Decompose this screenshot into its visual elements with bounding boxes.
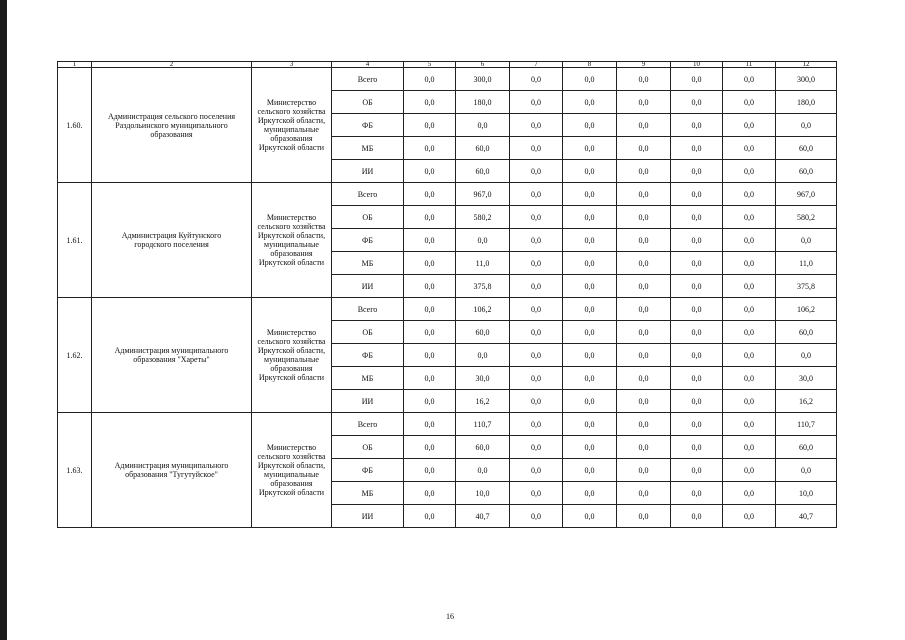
value-cell: 0,0 [671, 275, 723, 298]
organization-cell [92, 68, 252, 183]
ministry-line: Иркутской области [258, 488, 325, 497]
value-cell: 0,0 [404, 160, 456, 183]
table-row [58, 298, 837, 321]
ministry-line: Министерство [266, 328, 317, 337]
value-cell: 0,0 [404, 137, 456, 160]
value-cell: 0,0 [723, 229, 776, 252]
ministry-line: Министерство [266, 98, 317, 107]
funding-source: МБ [332, 482, 404, 505]
value-cell: 0,0 [510, 160, 563, 183]
value-cell: 0,0 [617, 160, 671, 183]
value-cell: 0,0 [510, 114, 563, 137]
ministry-line: муниципальные [264, 240, 319, 249]
value-cell: 0,0 [510, 344, 563, 367]
table-row [58, 68, 837, 91]
value-cell: 0,0 [671, 298, 723, 321]
value-cell: 180,0 [776, 91, 837, 114]
value-cell: 0,0 [563, 91, 617, 114]
funding-source: Всего [332, 183, 404, 206]
value-cell: 0,0 [510, 91, 563, 114]
value-cell: 106,2 [776, 298, 837, 321]
value-cell: 0,0 [563, 413, 617, 436]
funding-source: Всего [332, 298, 404, 321]
value-cell: 0,0 [671, 229, 723, 252]
value-cell: 0,0 [456, 459, 510, 482]
ministry-line: образования [270, 479, 313, 488]
value-cell: 0,0 [404, 252, 456, 275]
value-cell: 580,2 [776, 206, 837, 229]
value-cell: 0,0 [563, 206, 617, 229]
value-cell: 0,0 [563, 367, 617, 390]
value-cell: 0,0 [723, 344, 776, 367]
value-cell: 0,0 [617, 206, 671, 229]
value-cell: 0,0 [617, 482, 671, 505]
organization-line: Администрация муниципального [114, 346, 229, 355]
value-cell: 0,0 [404, 413, 456, 436]
value-cell: 0,0 [671, 183, 723, 206]
value-cell: 300,0 [776, 68, 837, 91]
scan-edge [0, 0, 7, 640]
value-cell: 0,0 [510, 505, 563, 528]
column-number: 1 [58, 62, 92, 68]
column-number: 12 [776, 62, 837, 68]
value-cell: 0,0 [671, 505, 723, 528]
value-cell: 60,0 [456, 321, 510, 344]
organization-line: городского поселения [134, 240, 209, 249]
funding-source: МБ [332, 137, 404, 160]
ministry-cell [252, 298, 332, 413]
row-number: 1.61. [58, 183, 92, 298]
ministry-line: Иркутской области, [257, 116, 326, 125]
value-cell: 0,0 [617, 344, 671, 367]
value-cell: 60,0 [776, 436, 837, 459]
ministry-line: Иркутской области [258, 373, 325, 382]
column-number: 3 [252, 62, 332, 68]
value-cell: 0,0 [510, 367, 563, 390]
value-cell: 0,0 [404, 459, 456, 482]
value-cell: 300,0 [456, 68, 510, 91]
ministry-line: сельского хозяйства [257, 107, 326, 116]
ministry-line: образования [270, 364, 313, 373]
value-cell: 0,0 [510, 436, 563, 459]
row-number: 1.63. [58, 413, 92, 528]
value-cell: 11,0 [456, 252, 510, 275]
value-cell: 0,0 [671, 367, 723, 390]
row-number: 1.62. [58, 298, 92, 413]
column-number: 9 [617, 62, 671, 68]
ministry-cell [252, 413, 332, 528]
funding-source: ФБ [332, 229, 404, 252]
value-cell: 0,0 [671, 482, 723, 505]
value-cell: 180,0 [456, 91, 510, 114]
value-cell: 0,0 [510, 252, 563, 275]
value-cell: 0,0 [563, 436, 617, 459]
value-cell: 0,0 [723, 505, 776, 528]
ministry-line: муниципальные [264, 125, 319, 134]
value-cell: 0,0 [510, 390, 563, 413]
funding-source: ФБ [332, 344, 404, 367]
ministry-line: Иркутской области, [257, 231, 326, 240]
value-cell: 0,0 [723, 367, 776, 390]
value-cell: 0,0 [617, 505, 671, 528]
column-number: 11 [723, 62, 776, 68]
value-cell: 0,0 [617, 91, 671, 114]
column-number: 2 [92, 62, 252, 68]
column-number: 5 [404, 62, 456, 68]
organization-line: Администрация сельского поселения [107, 111, 236, 121]
value-cell: 0,0 [671, 390, 723, 413]
value-cell: 0,0 [617, 390, 671, 413]
value-cell: 0,0 [671, 137, 723, 160]
value-cell: 0,0 [510, 137, 563, 160]
value-cell: 0,0 [671, 459, 723, 482]
value-cell: 0,0 [456, 344, 510, 367]
value-cell: 11,0 [776, 252, 837, 275]
ministry-line: сельского хозяйства [257, 222, 326, 231]
value-cell: 0,0 [723, 160, 776, 183]
organization-line: Раздольинского муниципального [115, 120, 228, 130]
value-cell: 0,0 [617, 459, 671, 482]
value-cell: 0,0 [563, 275, 617, 298]
value-cell: 0,0 [404, 206, 456, 229]
value-cell: 0,0 [563, 68, 617, 91]
ministry-line: муниципальные [264, 470, 319, 479]
value-cell: 0,0 [723, 459, 776, 482]
value-cell: 30,0 [456, 367, 510, 390]
value-cell: 0,0 [563, 252, 617, 275]
budget-table [57, 61, 837, 528]
funding-source: ИИ [332, 505, 404, 528]
ministry-cell [252, 183, 332, 298]
column-number: 6 [456, 62, 510, 68]
value-cell: 0,0 [671, 114, 723, 137]
value-cell: 375,8 [456, 275, 510, 298]
value-cell: 375,8 [776, 275, 837, 298]
funding-source: ИИ [332, 160, 404, 183]
value-cell: 0,0 [563, 114, 617, 137]
value-cell: 0,0 [723, 482, 776, 505]
value-cell: 0,0 [404, 344, 456, 367]
value-cell: 0,0 [723, 137, 776, 160]
value-cell: 0,0 [671, 436, 723, 459]
value-cell: 0,0 [723, 275, 776, 298]
ministry-line: муниципальные [264, 355, 319, 364]
value-cell: 60,0 [776, 321, 837, 344]
funding-source: ОБ [332, 91, 404, 114]
organization-line: образования "Тугутуйское" [125, 470, 218, 479]
value-cell: 0,0 [617, 252, 671, 275]
value-cell: 0,0 [563, 298, 617, 321]
value-cell: 10,0 [776, 482, 837, 505]
value-cell: 0,0 [404, 367, 456, 390]
ministry-line: Министерство [266, 213, 317, 222]
value-cell: 40,7 [456, 505, 510, 528]
value-cell: 0,0 [404, 275, 456, 298]
value-cell: 0,0 [456, 114, 510, 137]
value-cell: 0,0 [510, 183, 563, 206]
funding-source: МБ [332, 367, 404, 390]
value-cell: 0,0 [617, 137, 671, 160]
organization-cell [92, 413, 252, 528]
organization-cell [92, 183, 252, 298]
value-cell: 0,0 [617, 183, 671, 206]
ministry-line: Министерство [266, 443, 317, 452]
organization-line: образования [150, 129, 193, 139]
value-cell: 0,0 [617, 229, 671, 252]
value-cell: 30,0 [776, 367, 837, 390]
column-number: 8 [563, 62, 617, 68]
ministry-line: Иркутской области, [257, 346, 326, 355]
value-cell: 0,0 [563, 505, 617, 528]
value-cell: 0,0 [510, 298, 563, 321]
value-cell: 10,0 [456, 482, 510, 505]
funding-source: МБ [332, 252, 404, 275]
ministry-line: Иркутской области [258, 258, 325, 267]
value-cell: 0,0 [671, 91, 723, 114]
value-cell: 0,0 [723, 390, 776, 413]
funding-source: ФБ [332, 459, 404, 482]
value-cell: 0,0 [404, 91, 456, 114]
value-cell: 0,0 [671, 321, 723, 344]
value-cell: 0,0 [563, 137, 617, 160]
value-cell: 0,0 [510, 206, 563, 229]
value-cell: 0,0 [723, 68, 776, 91]
value-cell: 0,0 [456, 229, 510, 252]
value-cell: 0,0 [671, 252, 723, 275]
value-cell: 0,0 [563, 459, 617, 482]
ministry-line: сельского хозяйства [257, 337, 326, 346]
value-cell: 60,0 [456, 160, 510, 183]
value-cell: 0,0 [563, 344, 617, 367]
value-cell: 0,0 [671, 206, 723, 229]
column-number: 10 [671, 62, 723, 68]
value-cell: 0,0 [723, 321, 776, 344]
value-cell: 0,0 [617, 321, 671, 344]
ministry-cell [252, 68, 332, 183]
value-cell: 0,0 [671, 344, 723, 367]
ministry-line: образования [270, 134, 313, 143]
table-row [58, 183, 837, 206]
value-cell: 0,0 [723, 413, 776, 436]
value-cell: 0,0 [510, 413, 563, 436]
table-row [58, 413, 837, 436]
value-cell: 60,0 [456, 137, 510, 160]
value-cell: 0,0 [723, 91, 776, 114]
value-cell: 0,0 [671, 160, 723, 183]
value-cell: 0,0 [510, 459, 563, 482]
value-cell: 0,0 [617, 114, 671, 137]
value-cell: 60,0 [776, 160, 837, 183]
value-cell: 967,0 [776, 183, 837, 206]
value-cell: 0,0 [563, 390, 617, 413]
value-cell: 0,0 [510, 229, 563, 252]
value-cell: 16,2 [776, 390, 837, 413]
value-cell: 0,0 [510, 321, 563, 344]
value-cell: 0,0 [617, 298, 671, 321]
value-cell: 16,2 [456, 390, 510, 413]
funding-source: ОБ [332, 321, 404, 344]
value-cell: 0,0 [404, 482, 456, 505]
value-cell: 0,0 [563, 321, 617, 344]
organization-line: Администрация муниципального [114, 461, 229, 470]
funding-source: Всего [332, 413, 404, 436]
value-cell: 0,0 [776, 344, 837, 367]
organization-line: образования "Хареты" [133, 355, 210, 364]
ministry-line: образования [270, 249, 313, 258]
value-cell: 0,0 [510, 275, 563, 298]
ministry-line: сельского хозяйства [257, 452, 326, 461]
row-number: 1.60. [58, 68, 92, 183]
value-cell: 40,7 [776, 505, 837, 528]
value-cell: 0,0 [404, 68, 456, 91]
value-cell: 0,0 [723, 206, 776, 229]
value-cell: 0,0 [776, 229, 837, 252]
value-cell: 0,0 [723, 436, 776, 459]
value-cell: 0,0 [404, 436, 456, 459]
value-cell: 0,0 [563, 482, 617, 505]
value-cell: 110,7 [776, 413, 837, 436]
value-cell: 0,0 [617, 275, 671, 298]
value-cell: 0,0 [404, 183, 456, 206]
value-cell: 0,0 [510, 482, 563, 505]
value-cell: 0,0 [671, 413, 723, 436]
value-cell: 0,0 [617, 436, 671, 459]
value-cell: 0,0 [671, 68, 723, 91]
value-cell: 0,0 [563, 160, 617, 183]
value-cell: 0,0 [776, 114, 837, 137]
funding-source: Всего [332, 68, 404, 91]
column-number: 7 [510, 62, 563, 68]
funding-source: ОБ [332, 206, 404, 229]
value-cell: 0,0 [404, 229, 456, 252]
value-cell: 0,0 [404, 298, 456, 321]
page-number: 16 [446, 612, 454, 621]
ministry-line: Иркутской области, [257, 461, 326, 470]
organization-line: Администрация Куйтунского [121, 231, 222, 240]
value-cell: 0,0 [563, 229, 617, 252]
value-cell: 580,2 [456, 206, 510, 229]
value-cell: 0,0 [723, 114, 776, 137]
funding-source: ИИ [332, 390, 404, 413]
value-cell: 0,0 [510, 68, 563, 91]
value-cell: 0,0 [563, 183, 617, 206]
funding-source: ФБ [332, 114, 404, 137]
value-cell: 967,0 [456, 183, 510, 206]
value-cell: 0,0 [723, 252, 776, 275]
funding-source: ИИ [332, 275, 404, 298]
value-cell: 0,0 [404, 114, 456, 137]
value-cell: 0,0 [723, 183, 776, 206]
value-cell: 0,0 [776, 459, 837, 482]
value-cell: 0,0 [404, 321, 456, 344]
column-number: 4 [332, 62, 404, 68]
value-cell: 0,0 [723, 298, 776, 321]
value-cell: 0,0 [617, 367, 671, 390]
organization-cell [92, 298, 252, 413]
value-cell: 60,0 [456, 436, 510, 459]
value-cell: 110,7 [456, 413, 510, 436]
value-cell: 60,0 [776, 137, 837, 160]
funding-source: ОБ [332, 436, 404, 459]
value-cell: 0,0 [617, 68, 671, 91]
value-cell: 106,2 [456, 298, 510, 321]
value-cell: 0,0 [404, 505, 456, 528]
value-cell: 0,0 [404, 390, 456, 413]
value-cell: 0,0 [617, 413, 671, 436]
ministry-line: Иркутской области [258, 143, 325, 152]
